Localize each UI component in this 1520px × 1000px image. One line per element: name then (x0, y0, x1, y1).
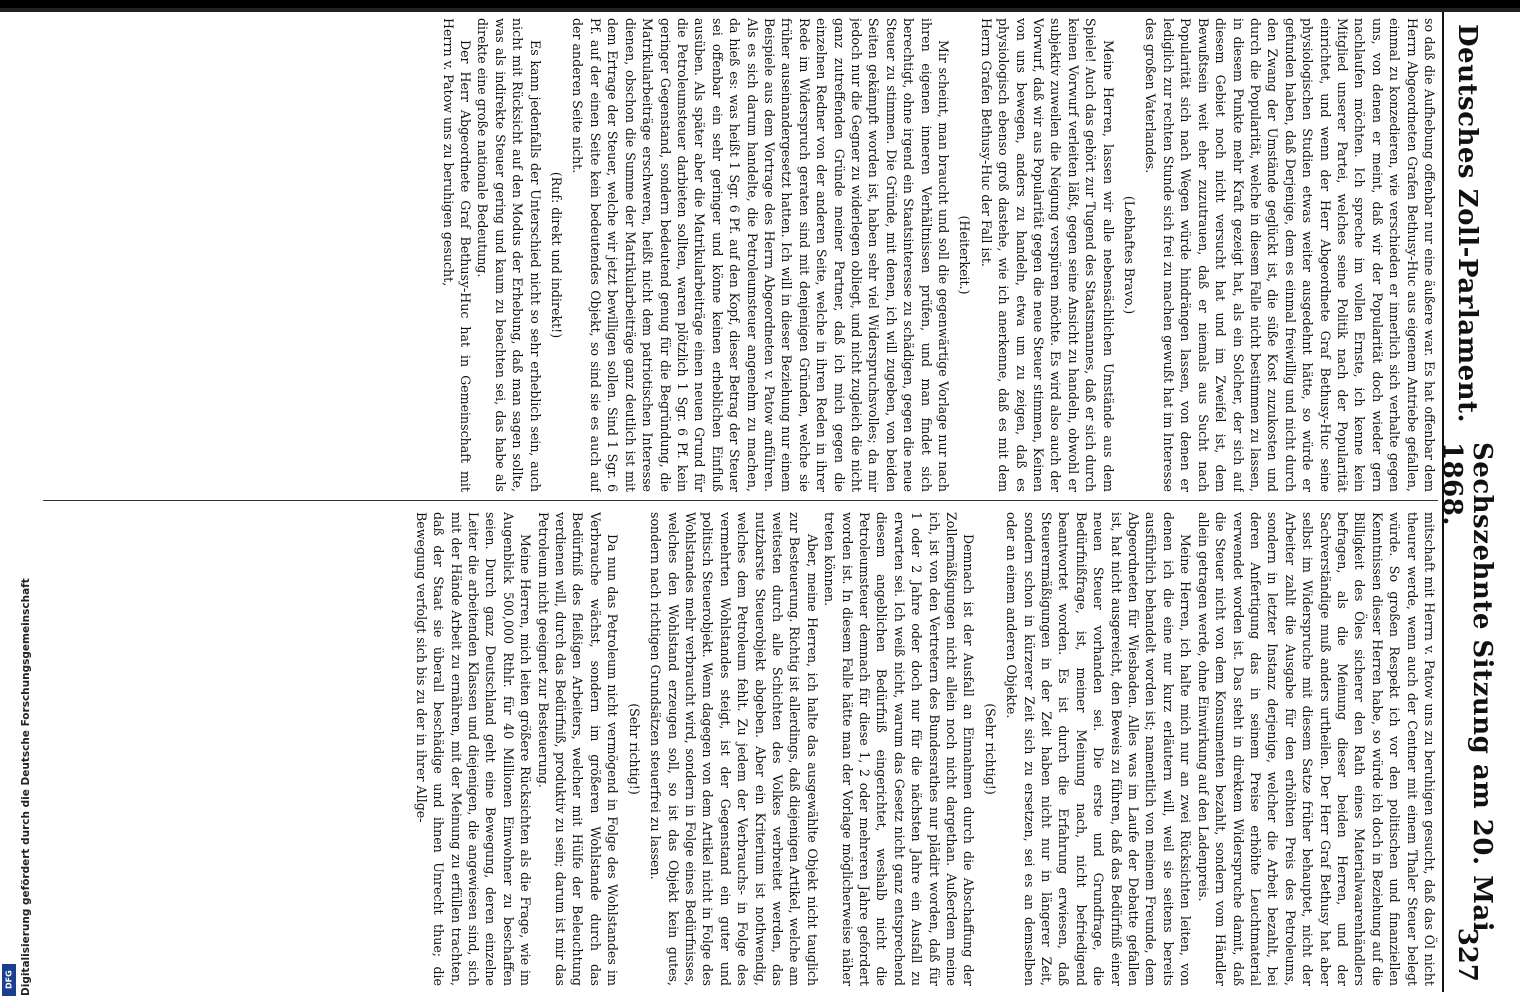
paragraph: Da nun das Petroleum nicht vermögend in Folge des Wohlstandes im Verbrauche wächst, sondern im größeren Wohlstande durch das Bedürfniß des fleißigen Arbeiters, welcher mit Hülfe der Beleuchtung verdienen will, durch das Bedürfniß, produktiv zu sein; darum ist mir das Petroleum nicht geeignet zur Besteuerung. (535, 512, 621, 986)
digitization-credit (0, 622, 22, 1000)
paragraph: Meine Herren, ich halte mich nur an zwei Rücksichten leiten, von denen ich die eine nur kurz erläutern will, weil sie seitens bereits ausführlich behandelt worden ist; namentlich von meinem Freunde, dem Abgeordneten für Wiesbaden. Alles was im Laufe der Debatte gefallen ist, hat nicht ausgereicht, den Beweis zu führen, daß das Bedürfniß einer neuen Steuer vorhanden sei. Die erste und Grundfrage, die Bedürfnißfrage, ist, meiner Meinung nach, nicht befriedigend beantwortet worden. Es ist durch die Erfahrung erwiesen, daß Steuerermäßigungen in der Zeit haben nicht nur in längerer Zeit, sondern schon in kürzerer Zeit sich zu ersetzen, sei es an demselben oder an einem anderen Objekte. (1004, 512, 1194, 986)
reaction-note: (Ruf: direkt und indirekt!) (549, 171, 565, 339)
paragraph: Aber, meine Herren, ich halte das ausgewählte Objekt nicht tauglich zur Besteuerung. Richtig ist allerdings, daß diejenigen Artikel, welche am weitesten durch alle Schichten des Volkes verbreitet werden, das nutzbarste Steuerobjekt abgeben. Aber ein Kriterium ist nothwendig, welches dem Petroleum fehlt. Zu jedem der Verbrauchs- in Folge des vermehrten Wohlstandes steigt, ist der Gegenstand ein guter und politisch Steuerobjekt. Wenn dagegen von dem Artikel nicht in Folge des Wohlstandes mehr verbraucht wird, sondern in Folge eines Bedürfnisses, welches den Wohlstand erzeugen soll, so ist das Objekt kein gutes, sondern nach richtigen Grundsätzen steuerfrei zu lassen. (648, 512, 820, 986)
paragraph: Mir scheint, man braucht und soll die gegenwärtige Vorlage nur nach ihren eigenen inneren Verhältnissen prüfen, und man findet sich berechtigt, ohne irgend ein Staatsinteresse zu schädigen, gegen die neue Steuer zu stimmen. Die Gründe, mit denen, ich will zugeben, von beiden Seiten gekämpft worden ist, haben sehr viel Widerspruchsvolles; da mir jedoch nur die Gegner zu widerlegen obliegt, und nicht zugleich die nicht ganz zutreffenden Gründe meiner Partner, daß ich mich gegen die einzelnen Redner von der anderen Seite, welche in ihren Reden in ihrer Rede im Widerspruch geraten sind mit denjenigen Gründen, welche sie früher auseinandergesetzt hatten. Ich will in dieser Beziehung nur einem Beispiele aus dem Vortrage des Herrn Abgeordneten v. Patow anführen. Als es sich darum handelte, die Petroleumsteuer angenehm zu machen, da hieß es: was heißt 1 Sgr. 6 Pf. auf den Kopf, dieser Betrag der Steuer sei offenbar ein sehr geringer und könne keinen erheblichen Einfluß ausüben. Als später aber die Matrikularbeiträge einen neuen Grund für die Petroleumsteuer darbieten sollten, waren plötzlich 1 Sgr. 6 Pf. kein geringer Gegenstand, sondern bedeutend genug für die Begründung, die Matrikularbeiträge erschweren, heißt nicht dem patriotischen Interesse dienen, obschon die Summe der Matrikularbeiträge ganz deutlich ist mit dem Ertrage der Steuer, welche wir jetzt bewilligen sollen. Sind 1 Sgr. 6 Pf. auf der einen Seite kein bedeutendes Objekt, so sind sie es auch auf der anderen Seite nicht. (570, 18, 952, 492)
paragraph: so daß die Aufhebung offenbar nur eine äußere war. Es hat offenbar dem Herrn Abgeordneten Grafen Bethusy-Huc aus eigenem Antriebe gefallen, einmal zu konzedieren, wie verschieden er innerlich sich verhalte gegen uns, von denen er meint, daß wir der Popularität doch wieder gern nachlaufen möchten. Ich spreche im vollen Ernste, ich kenne kein Mitglied unserer Partei, welches seine Politik nach der Popularität einrichtet, und wenn der Herr Abgeordnete Graf Bethusy-Huc seine physiologischen Studien etwas weiter ausgedehnt hätte, so würde er gefunden haben, daß Derjenige, dem es einmal freiwillig und nicht durch den Zwang der Umstände geglückt ist, die süße Kost zuzukosten und durch die Popularität, welche in diesem Falle nicht bestimmen zu lassen, in diesem Punkte mehr Kraft gezeigt hat, als ein Solcher, der sich auf diesem Gebiet noch nicht versucht hat und im Zweifel ist, dem Bewußtsein weit eher zuzutrauen, daß er niemals aus Sucht nach Popularität sich nach Wegen würde hindrängen lassen, von denen er lediglich zur rechten Stunde sich frei zu machen gewußt hat im Interesse des großen Vaterlandes. (1143, 18, 1437, 492)
reaction-note: (Sehr richtig!) (982, 703, 998, 795)
column-divider (43, 500, 1438, 501)
scan-border (0, 0, 1520, 12)
paragraph: Meine Herren, mich leiten größere Rücksichten als die Frage, wie im Augenblick 500,000 Rthlr. für 40 Millionen Einwohner zu beschaffen seien. Durch ganz Deutschland geht eine Bewegung, deren einzelne Leiter die arbeitenden Klassen und diejenigen, die angewiesen sind, sich mit der Hände Arbeit zu ernähren, mit der Meinung zu erfüllen trachten, daß der Staat sie überall beschädige und ihnen Unrecht thue; die Bewegung verfolgt sich bis zu der in ihrer Allge- (413, 512, 534, 986)
newspaper-page (20, 12, 1497, 992)
page-number: 327 (1452, 927, 1482, 982)
reaction-note: (Heiterkeit.) (957, 215, 973, 295)
page-header (1437, 12, 1497, 992)
paragraph: Demnach ist der Ausfall an Einnahmen durch die Abschaffung der Zollermäßigungen nicht allein noch nicht dargethan. Außerdem meine ich, ist von den Vertretern des Bundesrathes nur plädirt worden, daß für 1 oder 2 Jahre oder doch nur für die nächsten Jahre ein Ausfall zu erwarten sei. Ich weiß nicht, warum das Gesetz nicht ganz entsprechend diesem angeblichen Bedürfniß eingerichtet, weshalb nicht die Petroleumsteuer demnach für diese 1, 2 oder mehreren Jahre gefordert worden ist. In diesem Falle hätte man der Vorlage möglicherweise näher treten können. (822, 512, 977, 986)
dfg-logo-icon: DFG (2, 964, 16, 996)
right-column (43, 512, 1438, 986)
paragraph: Der Herr Abgeordnete Graf Bethusy-Huc hat in Gemeinschaft mit Herrn v. Patow uns zu beruhigen gesucht, (440, 18, 474, 492)
paragraph: Es kann jedenfalls der Unterschied nicht so sehr erheblich sein, auch nicht mit Rücksicht auf den Modus der Erhebung, daß man sagen sollte, was als indirekte Steuer gering und kaum zu beachten sei, das habe als direkte eine große nationale Bedeutung. (475, 18, 543, 492)
reaction-note: (Sehr richtig!) (626, 703, 642, 795)
publication-title: Deutsches Zoll-Parlament. (1452, 24, 1482, 424)
paragraph: Meine Herren, lassen wir alle nebensächlichen Umstände aus dem Spiele! Auch das gehört zur Tugend des Staatsmannes, daß er sich durch keinen Vorwurf verleiten läßt, gegen seine Ansicht zu handeln, obwohl er subjektiv zuweilen die Neigung verspüren möchte. Es wird also auch der Vorwurf, daß wir aus Popularität gegen die neue Steuer stimmen, Keinen von uns bewegen, anders zu handeln, etwa um zu zeigen, daß es physiologisch ebenso groß dastehe, wie ich anerkenne, daß es mit dem Herrn Grafen Bethusy-Huc der Fall ist. (978, 18, 1116, 492)
session-title: Sechszehnte Sitzung am 20. Mai 1868. (1437, 442, 1497, 933)
left-column (43, 18, 1438, 492)
reaction-note: (Lebhaftes Bravo.) (1122, 195, 1138, 315)
paragraph: mitschaft mit Herrn v. Patow uns zu beruhigen gesucht, daß das Öl nicht theurer werde, wenn auch der Centner mit einem Thaler Steuer belegt würde. So großen Respekt ich vor den politischen und finanziellen Kenntnissen dieser Herren habe, so würde ich doch in Beziehung auf die Billigkeit des Öles sicherer den Rath eines Materialwaarenhändlers befragen, als die Meinung dieser beiden Herren, und der Sachverständige muß anders urtheilen. Der Herr Graf Bethusy hat aber selbst im Widerspruche mit diesem Satze früher behauptet, nicht der Arbeiter zahlt die Ausgabe für den erhöhten Preis des Petroleums, sondern in letzter Instanz derjenige, welcher die Arbeit bezahlt, bei deren Anfertigung das in seinem Preise erhöhte Leuchtmaterial verwendet worden ist. Das steht in direktem Widerspruche damit, daß die Steuer nicht von dem Konsumenten bezahlt, sondern vom Händler allein getragen werde, ohne Einwirkung auf den Ladenpreis. (1195, 512, 1437, 986)
digitization-note: Digitalisierung gefördert durch die Deutsche Forschungsgemeinschaft (20, 578, 32, 996)
